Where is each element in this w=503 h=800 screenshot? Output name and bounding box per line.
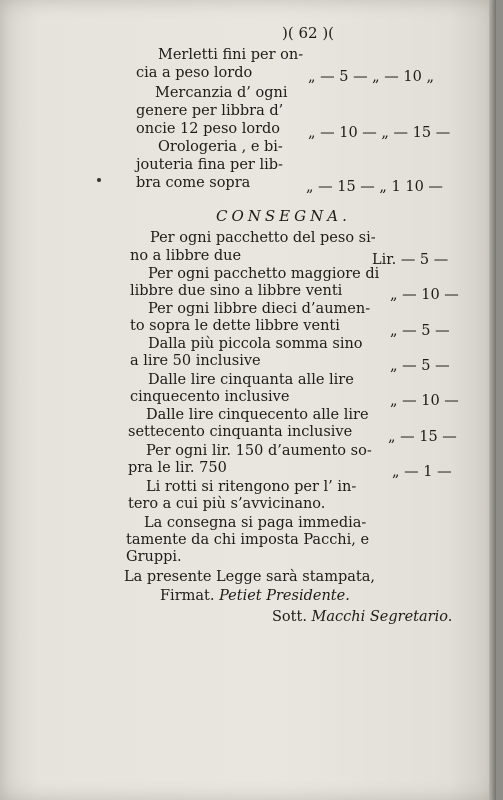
consegna-r4-value: „ — 5 — [390, 358, 450, 374]
item-mercanzia-line2: genere per libbra d’ [136, 103, 284, 119]
consegna-r5-value: „ — 10 — [390, 393, 459, 409]
firmat-name: Petiet Presidente. [219, 588, 350, 604]
ink-spot [97, 178, 101, 182]
consegna-r6-line2: settecento cinquanta inclusive [128, 424, 353, 440]
item-orologeria-values: „ — 15 — „ 1 10 — [306, 179, 443, 195]
sott-label: Sott. [272, 609, 307, 625]
note-pagamento-line2: tamente da chi imposta Pacchi, e [126, 532, 370, 548]
item-mercanzia-line1: Mercanzia d’ ogni [155, 85, 288, 101]
signature-sott [272, 609, 452, 626]
note-rotti-line1: Li rotti si ritengono per l’ in- [146, 479, 357, 495]
consegna-r4-line2: a lire 50 inclusive [130, 353, 261, 369]
note-pagamento-line3: Gruppi. [126, 549, 182, 565]
consegna-r5-line2: cinquecento inclusive [130, 389, 290, 405]
consegna-r2-value: „ — 10 — [390, 287, 459, 303]
consegna-r5-line1: Dalle lire cinquanta alle lire [148, 372, 354, 388]
consegna-r1-line2: no a libbre due [130, 248, 242, 264]
page-number: )( 62 )( [282, 24, 335, 42]
consegna-r3-line2: to sopra le dette libbre venti [130, 318, 340, 334]
consegna-r3-line1: Per ogni libbre dieci d’aumen- [148, 301, 371, 317]
signature-firmat [160, 588, 350, 605]
item-merletti-values: „ — 5 — „ — 10 „ [308, 69, 434, 85]
item-merletti-line2: cia a peso lordo [136, 65, 253, 81]
consegna-r2-line1: Per ogni pacchetto maggiore di [148, 266, 380, 282]
consegna-r7-value: „ — 1 — [392, 464, 452, 480]
consegna-r1-value: Lir. — 5 — [372, 252, 449, 268]
item-mercanzia-values: „ — 10 — „ — 15 — [308, 125, 451, 141]
item-orologeria-line3: bra come sopra [136, 175, 251, 191]
item-orologeria-line2: jouteria fina per lib- [136, 157, 283, 173]
consegna-r1-line1: Per ogni pacchetto del peso si- [150, 230, 376, 246]
page-edge [489, 0, 496, 800]
consegna-r2-line2: libbre due sino a libbre venti [130, 283, 343, 299]
consegna-r6-line1: Dalle lire cinquecento alle lire [146, 407, 369, 423]
consegna-r7-line2: pra le lir. 750 [128, 460, 227, 476]
item-mercanzia-line3: oncie 12 peso lordo [136, 121, 281, 137]
closing-law: La presente Legge sarà stampata, [124, 569, 375, 585]
consegna-r3-value: „ — 5 — [390, 323, 450, 339]
firmat-label: Firmat. [160, 588, 215, 604]
note-rotti-line2: tero a cui più s’avvicinano. [128, 496, 326, 512]
item-orologeria-line1: Orologeria , e bi- [158, 139, 283, 155]
consegna-r4-line1: Dalla più piccola somma sino [148, 336, 363, 352]
item-merletti-line1: Merletti fini per on- [158, 47, 304, 63]
note-pagamento-line1: La consegna si paga immedia- [144, 515, 367, 531]
sott-name: Macchi Segretario. [311, 609, 453, 625]
section-title: CONSEGNA. [216, 207, 351, 225]
consegna-r6-value: „ — 15 — [388, 429, 457, 445]
consegna-r7-line1: Per ogni lir. 150 d’aumento so- [146, 443, 372, 459]
